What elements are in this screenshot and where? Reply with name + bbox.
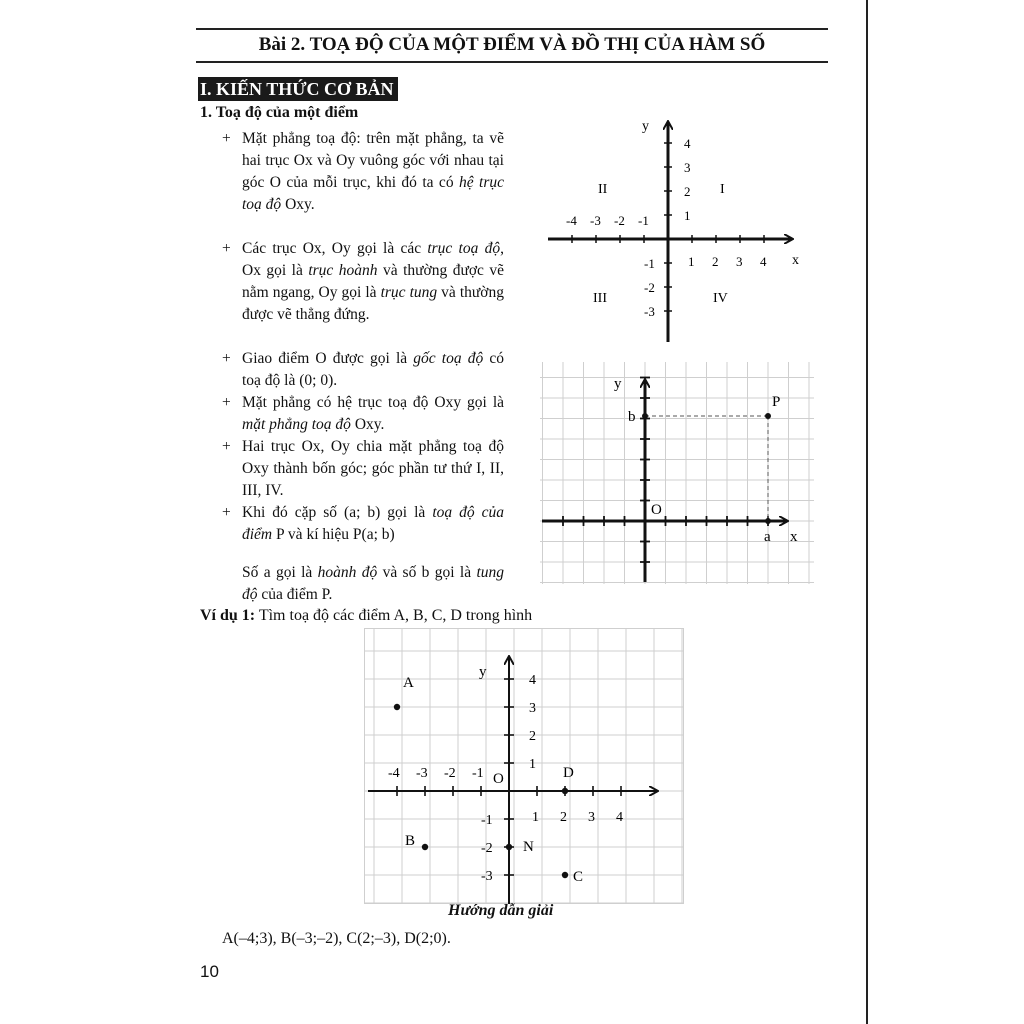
bullet-item [222,436,504,502]
y-tick-label: 3 [529,701,536,716]
bullet-text: và thường được vẽ nằm ngang, Oy gọi là [242,262,505,301]
origin-label: O [493,771,504,787]
x-tick-label: 1 [532,810,539,825]
point-a [765,518,771,524]
header-rule-bottom [196,61,828,63]
bullet-item [222,128,504,238]
bullet-text: Giao điểm O được gọi là [242,350,414,367]
bullet-text: Mặt phẳng có hệ trục toạ độ Oxy gọi là [242,394,504,411]
x-tick-label: -4 [566,213,577,228]
a-label: a [764,529,771,545]
bullet-text: , Ox gọi là [242,240,504,279]
section-heading: I. KIẾN THỨC CƠ BẢN [198,77,398,101]
y-tick-label: -2 [481,841,493,856]
b-label: b [628,409,636,425]
y-axis-label: y [642,119,649,134]
y-tick-label: -2 [644,280,655,295]
bullet-marker: + [222,350,231,367]
bullet-text: Khi đó cặp số (a; b) gọi là [242,504,433,521]
bullet-term: trục toạ độ [427,240,501,257]
y-tick-label: 4 [684,136,691,151]
bullet-marker: + [222,240,231,257]
bullet-text: có toạ độ là (0; 0). [242,350,504,389]
point-b [422,844,428,850]
y-tick-label: 1 [529,757,536,772]
x-tick-label: 2 [712,254,719,269]
bullet-marker: + [222,394,231,411]
page-edge [866,0,868,1024]
bullet-term: gốc toạ độ [413,350,484,367]
quadrant-label: I [720,182,725,197]
y-axis-label: y [614,376,622,392]
bullet-item [222,502,504,568]
point-a [394,704,400,710]
point-p-figure [540,362,814,584]
example-prompt [200,607,532,625]
bullet-text: và thường được vẽ thẳng đứng. [242,284,504,323]
lesson-title: Bài 2. TOẠ ĐỘ CỦA MỘT ĐIỂM VÀ ĐỒ THỊ CỦA HÀM SỐ [258,34,766,55]
y-tick-label: -3 [644,304,655,319]
quadrant-figure [540,112,810,348]
bullet-term: mặt phẳng toạ độ [242,416,351,433]
quadrant-label: III [593,291,607,306]
x-tick-label: -3 [416,766,428,781]
example-text: Tìm toạ độ các điểm A, B, C, D trong hình [255,607,533,624]
y-tick-label: 4 [529,673,536,688]
subsection-heading: 1. Toạ độ của một điểm [200,104,359,121]
bullet-term: hệ trục toạ độ [242,174,504,213]
bullet-text: Các trục Ox, Oy gọi là các [242,240,428,257]
bullet-item [222,392,504,436]
example-label: Ví dụ 1: [200,607,256,624]
x-tick-label: 3 [588,810,595,825]
bullet-text: P và kí hiệu P(a; b) [272,526,395,543]
x-tick-label: -1 [472,766,484,781]
note-text: của điểm P. [257,586,333,603]
point-label-n: N [523,839,534,855]
bullet-text: Hai trục Ox, Oy chia mặt phẳng toạ độ Oxy thành bốn góc; góc phần tư thứ I, II, III, IV. [242,438,504,499]
point-c [562,872,568,878]
bullet-term: trục tung [380,284,438,301]
y-tick-label: 2 [684,184,691,199]
point-label-b: B [405,833,416,849]
y-tick-label: -1 [644,256,655,271]
note-text: Số a gọi là [242,564,318,581]
bullet-marker: + [222,504,231,521]
y-tick-label: -1 [481,813,493,828]
point-label-d: D [563,765,574,781]
y-tick-label: -3 [481,869,493,884]
point-d [562,788,568,794]
page-number: 10 [200,962,219,981]
bullet-term: toạ độ của điểm [242,504,505,543]
point-p-label: P [772,394,781,410]
bullet-marker: + [222,438,231,455]
x-tick-label: 4 [616,810,623,825]
x-axis-label: x [790,529,798,545]
header-rule-top [196,28,828,30]
note-text: và số b gọi là [377,564,477,581]
x-tick-label: 2 [560,810,567,825]
x-tick-label: -2 [444,766,456,781]
y-tick-label: 2 [529,729,536,744]
point-label-c: C [573,869,584,885]
point-b [642,413,648,419]
x-tick-label: -3 [590,213,601,228]
origin-label: O [651,502,662,518]
point-n [506,844,512,850]
note-term: hoành độ [317,564,378,581]
bullet-text: Oxy. [281,196,315,213]
bullet-item [222,348,504,392]
x-tick-label: -4 [388,766,400,781]
coordinate-note [242,562,504,606]
y-tick-label: 1 [684,208,691,223]
example-coordinate-chart [364,628,684,904]
bullet-term: trục hoành [308,262,378,279]
x-tick-label: 1 [688,254,695,269]
bullet-marker: + [222,130,231,147]
point-label-a: A [403,675,414,691]
y-tick-label: 3 [684,160,691,175]
note-term: tung độ [242,564,504,603]
x-tick-label: -2 [614,213,625,228]
x-tick-label: -1 [638,213,649,228]
x-tick-label: 4 [760,254,767,269]
bullet-text: Mặt phẳng toạ độ: trên mặt phẳng, ta vẽ hai trục Ox và Oy vuông góc với nhau tại góc O của mỗi trục, khi đó ta có [242,130,504,191]
quadrant-label: IV [713,291,728,306]
quadrant-label: II [598,182,608,197]
x-axis-label: x [792,253,799,268]
y-axis-label: y [479,664,487,680]
point-p [765,413,771,419]
bullet-text: Oxy. [350,416,385,433]
grid [364,628,684,904]
solution-heading: Hướng dẫn giải [448,902,554,919]
solution-answer: A(–4;3), B(–3;–2), C(2;–3), D(2;0). [222,930,451,947]
bullet-item [222,238,504,348]
bullet-list [222,128,504,568]
x-tick-label: 3 [736,254,743,269]
